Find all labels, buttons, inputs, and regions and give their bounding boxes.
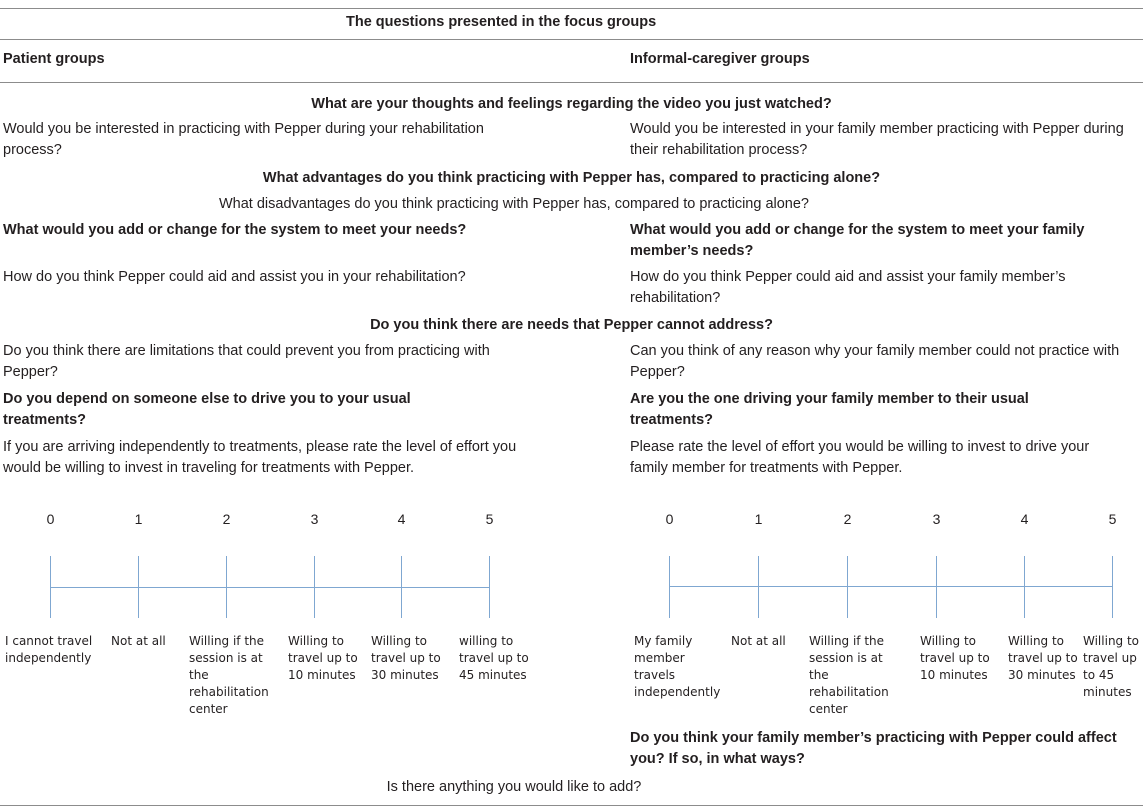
scale-number: 4 bbox=[397, 511, 406, 527]
table-title: The questions presented in the focus groups bbox=[346, 14, 657, 30]
question-shared-add: Is there anything you would like to add? bbox=[386, 779, 642, 795]
scale-label: Willing if the session is at the rehabilitation center bbox=[189, 634, 269, 716]
question-patient-driving: Do you depend on someone else to drive you to your usual treatments? bbox=[3, 391, 411, 428]
question-patient-effort: If you are arriving independently to treatments, please rate the level of effort you would be willing to invest in traveling for treatments with Pepper. bbox=[3, 439, 517, 476]
scale-number: 2 bbox=[222, 511, 231, 527]
scale-number: 1 bbox=[134, 511, 143, 527]
scale-tick bbox=[847, 556, 848, 618]
scale-tick bbox=[314, 556, 315, 618]
scale-tick bbox=[1024, 556, 1025, 618]
scale-tick bbox=[50, 556, 51, 618]
scale-number: 3 bbox=[932, 511, 941, 527]
header-rule bbox=[0, 39, 1143, 40]
question-caregiver-aid: How do you think Pepper could aid and assist your family member’s rehabilitation? bbox=[630, 269, 1066, 306]
bottom-rule bbox=[0, 805, 1143, 806]
question-shared-advantages: What advantages do you think practicing with Pepper has, compared to practicing alone? bbox=[262, 170, 881, 186]
top-rule bbox=[0, 8, 1143, 9]
scale-label: Not at all bbox=[111, 634, 166, 648]
column-header-patient: Patient groups bbox=[3, 51, 105, 67]
question-caregiver-change: What would you add or change for the system to meet your family member’s needs? bbox=[630, 222, 1085, 259]
scale-number: 0 bbox=[665, 511, 674, 527]
scale-label: Willing to travel up to 30 minutes bbox=[1008, 634, 1078, 682]
column-header-rule bbox=[0, 82, 1143, 83]
scale-number: 5 bbox=[485, 511, 494, 527]
scale-tick bbox=[758, 556, 759, 618]
question-shared-disadvantages: What disadvantages do you think practicing with Pepper has, compared to practicing alone? bbox=[218, 196, 809, 212]
scale-tick bbox=[936, 556, 937, 618]
scale-label: My family member travels independently bbox=[634, 634, 721, 699]
scale-label: Not at all bbox=[731, 634, 786, 648]
question-caregiver-limitations: Can you think of any reason why your family member could not practice with Pepper? bbox=[630, 343, 1120, 380]
scale-tick bbox=[1112, 556, 1113, 618]
scale-number: 0 bbox=[46, 511, 55, 527]
scale-number: 4 bbox=[1020, 511, 1029, 527]
scale-number: 5 bbox=[1108, 511, 1117, 527]
scale-label: Willing to travel up to 45 minutes bbox=[1083, 634, 1140, 699]
scale-label: willing to travel up to 45 minutes bbox=[459, 634, 529, 682]
scale-axis-line bbox=[50, 587, 489, 588]
question-caregiver-driving: Are you the one driving your family member to their usual treatments? bbox=[630, 391, 1029, 428]
question-caregiver-affect: Do you think your family member’s practicing with Pepper could affect you? If so, in what ways? bbox=[630, 730, 1117, 767]
question-patient-change: What would you add or change for the system to meet your needs? bbox=[3, 222, 467, 238]
scale-label: Willing to travel up to 30 minutes bbox=[371, 634, 441, 682]
question-patient-interest: Would you be interested in practicing with Pepper during your rehabilitation process? bbox=[3, 121, 484, 158]
scale-axis-line bbox=[669, 586, 1112, 587]
question-shared-thoughts: What are your thoughts and feelings regarding the video you just watched? bbox=[311, 96, 832, 112]
question-shared-needs: Do you think there are needs that Pepper cannot address? bbox=[370, 317, 773, 333]
scale-tick bbox=[669, 556, 670, 618]
question-patient-aid: How do you think Pepper could aid and assist you in your rehabilitation? bbox=[3, 269, 466, 285]
scale-number: 1 bbox=[754, 511, 763, 527]
question-caregiver-effort: Please rate the level of effort you would be willing to invest to drive your family member for treatments with Pepper. bbox=[630, 439, 1090, 476]
scale-number: 2 bbox=[843, 511, 852, 527]
scale-tick bbox=[489, 556, 490, 618]
scale-tick bbox=[226, 556, 227, 618]
scale-label: I cannot travel independently bbox=[5, 634, 93, 665]
column-header-caregiver: Informal-caregiver groups bbox=[630, 51, 810, 67]
scale-label: Willing if the session is at the rehabilitation center bbox=[809, 634, 889, 716]
question-caregiver-interest: Would you be interested in your family member practicing with Pepper during their rehabilitation process? bbox=[630, 121, 1124, 158]
scale-label: Willing to travel up to 10 minutes bbox=[288, 634, 358, 682]
scale-tick bbox=[138, 556, 139, 618]
scale-tick bbox=[401, 556, 402, 618]
question-patient-limitations: Do you think there are limitations that could prevent you from practicing with Pepper? bbox=[3, 343, 490, 380]
scale-label: Willing to travel up to 10 minutes bbox=[920, 634, 990, 682]
scale-number: 3 bbox=[310, 511, 319, 527]
